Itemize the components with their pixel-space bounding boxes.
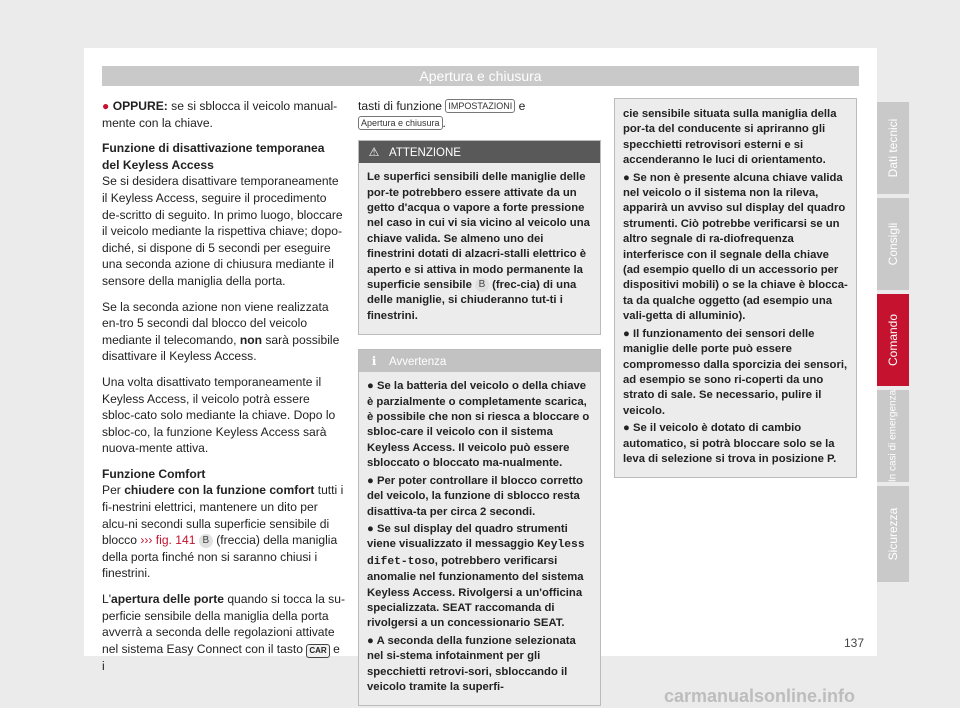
paragraph: L'apertura delle porte quando si tocca la su-perficie sensibile della maniglia della porta avverrà a seconda delle regolazioni attivate nel sistema Easy Connect con il tasto CAR e i — [102, 592, 345, 673]
column-1 — [102, 98, 345, 683]
callout-b-icon: B — [199, 534, 213, 548]
note-box-body — [359, 372, 600, 705]
section-heading-deactivation: Funzione di disattivazione temporanea del Keyless Access — [102, 141, 325, 172]
bullet-icon: ● — [367, 522, 374, 535]
bullet-icon: ● — [102, 99, 110, 113]
list-item: ● Se non è presente alcuna chiave valida nel veicolo o il sistema non la rileva, apparirà un avviso sul display del quadro strumenti. Ciò potrebbe verificarsi se un altro segnale di ra-diofrequenza interferisce con il segnale della chiave (ad esempio quello di un accessorio per dispositivi mobili) o se la chiave è blocca-ta da qualche oggetto (ad esempio una vali-getta di alluminio). — [623, 171, 848, 323]
bullet-icon: ● — [623, 327, 630, 340]
note-box-continued — [614, 98, 857, 478]
tab-sicurezza[interactable]: Sicurezza — [877, 486, 909, 582]
list-item: ● Se sul display del quadro strumenti viene visualizzato il messaggio Keyless difet-toso, potrebbero verificarsi anomalie nel funzionamento del sistema Keyless Access. Rivolgersi a un'officina specializzata. SEAT raccomanda di rivolgersi a un concessionario SEAT. — [367, 522, 585, 630]
bullet-paragraph: ● OPPURE: se si sblocca il veicolo manual-mente con la chiave. — [102, 99, 338, 130]
warning-box — [358, 140, 601, 335]
paragraph: tasti di funzione IMPOSTAZIONI e Apertura e chiusura . — [358, 99, 526, 130]
bullet-icon: ● — [367, 474, 374, 487]
list-item: ● A seconda della funzione selezionata nel si-stema infotainment per gli specchietti retrovi-sori, sbloccando il veicolo tramite la superfi- — [367, 634, 576, 693]
tab-comando[interactable]: Comando — [877, 294, 909, 386]
note-box — [358, 349, 601, 706]
page-header: Apertura e chiusura — [102, 66, 859, 86]
car-key-icon: CAR — [306, 644, 329, 658]
tab-emergenza[interactable]: In casi di emergenza — [877, 390, 909, 482]
section-heading-comfort: Funzione Comfort — [102, 466, 206, 481]
warning-box-header: ⚠ ATTENZIONE — [359, 141, 600, 163]
warning-box-body: Le superfici sensibili delle maniglie delle por-te potrebbero essere attivate da un getto d'acqua o vapore a forte pressione nel caso in cui vi sia vicino al veicolo una chiave valida. Se almeno uno dei finestrini dotati di alzacri-stalli elettrico è aperto e si attiva in modo permanente la superficie sensibile B (frec-cia) di una delle maniglie, si chiuderanno tut-ti i finestrini. — [367, 171, 590, 322]
note-box-header: ℹ Avvertenza — [359, 350, 600, 372]
function-key-impostazioni: IMPOSTAZIONI — [445, 99, 515, 113]
paragraph: Se la seconda azione non viene realizzata en-tro 5 secondi dal blocco del veicolo mediante il telecomando, non sarà possibile disattivare il Keyless Access. — [102, 299, 340, 364]
tab-dati-tecnici[interactable]: Dati tecnici — [877, 102, 909, 194]
watermark: carmanualsonline.info — [664, 686, 856, 706]
column-3 — [614, 98, 857, 478]
list-item: ● Se la batteria del veicolo o della chiave è parzialmente o completamente scarica, è possibile che non si riesca a bloccare o sbloc-care il veicolo con il sistema Keyless Access. Il veicolo può essere sbloccato o bloccato ma-nualmente. — [367, 380, 590, 470]
bullet-icon: ● — [367, 380, 374, 393]
callout-b-icon: B — [475, 278, 489, 292]
tab-consigli[interactable]: Consigli — [877, 198, 909, 290]
function-key-apertura: Apertura e chiusura — [358, 116, 443, 130]
list-item: ● Per poter controllare il blocco corretto del veicolo, la funzione di sblocco resta disattiva-ta per circa 2 secondi. — [367, 474, 583, 518]
list-item: cie sensibile situata sulla maniglia della por-ta del conducente si apriranno gli specchietti retrovisori esterni e si accenderanno le luci di orientamento. — [623, 108, 837, 167]
bullet-icon: ● — [623, 171, 630, 184]
paragraph: Per chiudere con la funzione comfort tutti i fi-nestrini elettrici, mantenere un dito per alcu-ni secondi sulla superficie sensibile di blocco ››› fig. 141 B (freccia) della maniglia della porta finché non si saranno chiusi i finestrini. — [102, 483, 344, 581]
figure-reference-link[interactable]: ››› fig. 141 — [140, 533, 196, 548]
list-item: ● Se il veicolo è dotato di cambio automatico, si potrà bloccare solo se la leva di selezione si trova in posizione P. — [623, 422, 837, 465]
display-message: Keyless difet-toso — [367, 539, 585, 568]
warning-icon: ⚠ — [368, 145, 380, 160]
list-item: ● Il funzionamento dei sensori delle maniglie delle porte può essere compromesso dalla sporcizia dei sensori, ad esempio se sono ri-coperti da uno strato di sale. Se necessario, pulire il veicolo. — [623, 327, 848, 417]
column-2 — [358, 98, 601, 706]
page-number: 137 — [844, 636, 865, 650]
paragraph: Una volta disattivato temporaneamente il Keyless Access, il veicolo potrà essere sbloc-cato solo mediante la chiave. Dopo lo sbloc-co, la funzione Keyless Access sarà nuova-mente attiva. — [102, 374, 336, 456]
bullet-icon: ● — [623, 422, 630, 435]
paragraph: Se si desidera disattivare temporaneamente il Keyless Access, seguire il procedimento de-scritto di seguito. In primo luogo, bloccare il veicolo mediante la rispettiva chiave; dopo-diché, si dispone di 5 secondi per eseguire una seconda azione di chiusura mediante il sensore della maniglia della porta. — [102, 174, 343, 288]
info-icon: ℹ — [371, 354, 377, 369]
bullet-icon: ● — [367, 634, 374, 647]
